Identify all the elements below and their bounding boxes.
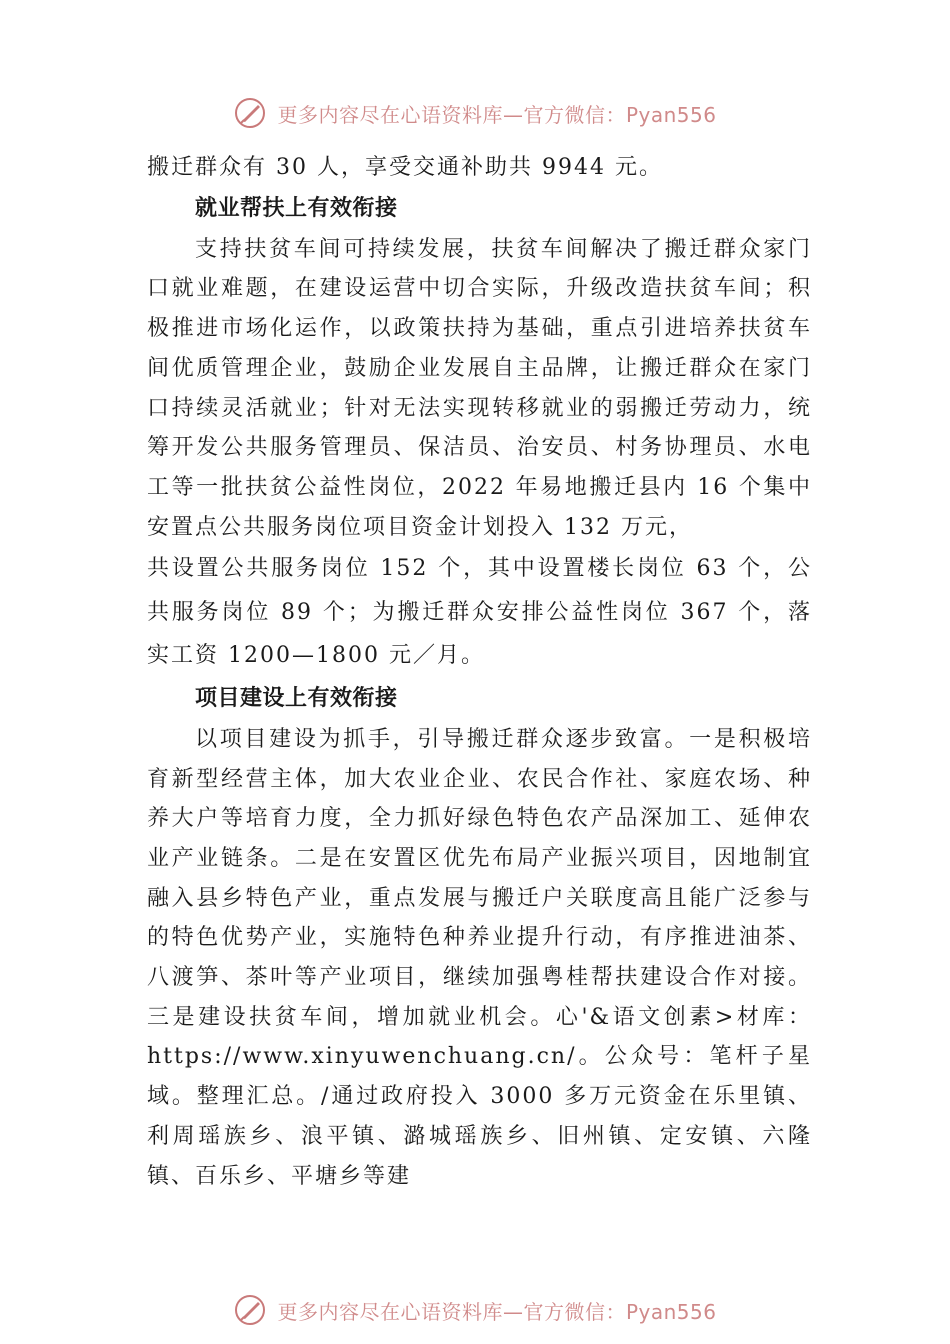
document-body <box>147 148 812 1196</box>
header-watermark <box>0 93 950 133</box>
footer-watermark <box>0 1290 950 1330</box>
paragraph-employment: 支持扶贫车间可持续发展，扶贫车间解决了搬迁群众家门口就业难题，在建设运营中切合实际，升级改造扶贫车间；积极推进市场化运作，以政策扶持为基础，重点引进培养扶贫车间优质管理企业，鼓励企业发展自主品牌，让搬迁群众在家门口持续灵活就业；针对无法实现转移就业的弱搬迁劳动力，统筹开发公共服务管理员、保洁员、治安员、村务协理员、水电工等一批扶贫公益性岗位，2022 年易地搬迁县内 16 个集中安置点公共服务岗位项目资金计划投入 132 万元， <box>147 236 812 540</box>
watermark-text: 更多内容尽在心语资料库—官方微信：Pyan556 <box>277 102 717 127</box>
quill-logo-icon <box>233 1293 267 1327</box>
quill-logo-icon <box>233 96 267 130</box>
watermark-text: 更多内容尽在心语资料库—官方微信：Pyan556 <box>277 1299 717 1324</box>
section-heading-employment: 就业帮扶上有效衔接 <box>195 195 398 221</box>
paragraph-transport-subsidy: 搬迁群众有 30 人，享受交通补助共 9944 元。 <box>147 155 663 180</box>
paragraph-employment-positions: 共设置公共服务岗位 152 个，其中设置楼长岗位 63 个，公共服务岗位 89 个；为搬迁群众安排公益性岗位 367 个，落实工资 1200—1800 元／月。 <box>147 556 812 669</box>
section-heading-projects: 项目建设上有效衔接 <box>195 685 398 711</box>
paragraph-projects: 以项目建设为抓手，引导搬迁群众逐步致富。一是积极培育新型经营主体，加大农业企业、农民合作社、家庭农场、种养大户等培育力度，全力抓好绿色特色农产品深加工、延伸农业产业链条。二是在安置区优先布局产业振兴项目，因地制宜融入县乡特色产业，重点发展与搬迁户关联度高且能广泛参与的特色优势产业，实施特色种养业提升行动，有序推进油茶、八渡笋、茶叶等产业项目，继续加强粤桂帮扶建设合作对接。三是建设扶贫车间，增加就业机会。心'&语文创素>材库：https://www.xinyuwenchuang.cn/。公众号：笔杆子星域。整理汇总。/通过政府投入 3000 多万元资金在乐里镇、利周瑶族乡、浪平镇、潞城瑶族乡、旧州镇、定安镇、六隆镇、百乐乡、平塘乡等建 <box>147 726 812 1189</box>
